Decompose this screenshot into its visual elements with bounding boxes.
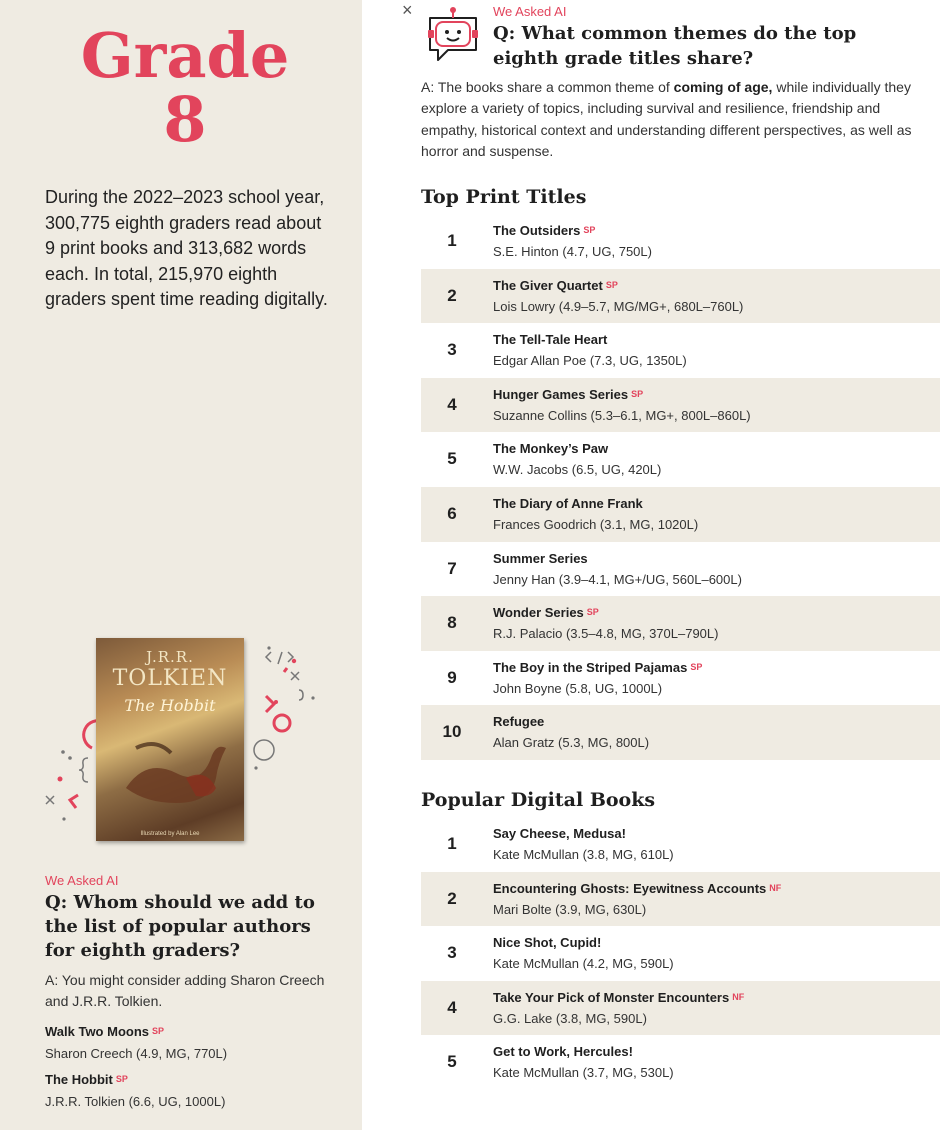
grade-heading	[0, 19, 370, 156]
robot-icon	[424, 6, 484, 66]
hobbit-book-cover	[96, 638, 244, 841]
book-cover-illustrator: Illustrated by Alan Lee	[140, 831, 200, 837]
we-asked-ai-label: We Asked AI	[493, 4, 567, 19]
book-meta: John Boyne (5.8, UG, 1000L)	[493, 680, 663, 696]
book-tag: SP	[583, 225, 596, 235]
book-meta: Edgar Allan Poe (7.3, UG, 1350L)	[493, 353, 687, 369]
top-print-titles-heading: Top Print Titles	[421, 186, 587, 208]
book-meta: Alan Gratz (5.3, MG, 800L)	[493, 735, 650, 751]
book-title-line	[493, 660, 702, 675]
book-title: The Boy in the Striped Pajamas	[493, 659, 688, 675]
book-title: Wonder Series	[493, 605, 584, 621]
book-title: The Monkey’s Paw	[493, 441, 609, 457]
book-meta: Jenny Han (3.9–4.1, MG+/UG, 560L–600L)	[493, 571, 742, 587]
book-cover-title: The Hobbit	[124, 696, 216, 715]
book-title-line	[493, 935, 601, 950]
book-title: Say Cheese, Medusa!	[493, 826, 626, 841]
list-item	[421, 981, 940, 1036]
list-item	[421, 323, 940, 378]
list-item	[421, 926, 940, 981]
book-title-line	[493, 278, 618, 293]
book-meta: Kate McMullan (3.8, MG, 610L)	[493, 847, 674, 862]
recommendation-meta: Sharon Creech (4.9, MG, 770L)	[45, 1046, 228, 1061]
book-tag: SP	[631, 388, 644, 399]
book-title-line	[493, 714, 544, 729]
rank-number: 2	[447, 888, 457, 908]
intro-text: During the 2022–2023 school year, 300,775 eighth graders read about 9 print books and 313,682 words each. In total, 215,970 eighth graders spent time reading digitally.	[45, 187, 328, 309]
list-item	[421, 378, 940, 433]
book-title-line	[493, 826, 626, 841]
book-title-line	[493, 332, 607, 347]
book-meta: Lois Lowry (4.9–5.7, MG/MG+, 680L–760L)	[493, 298, 744, 314]
dragon-illustration	[116, 718, 236, 818]
ai-question: Q: Whom should we add to the list of popular authors for eighth graders?	[45, 892, 315, 961]
rank-number: 2	[447, 285, 457, 305]
rank-number: 4	[447, 394, 457, 414]
book-tag: NF	[769, 882, 782, 893]
list-item	[421, 1035, 940, 1090]
list-item	[421, 487, 940, 542]
book-meta: G.G. Lake (3.8, MG, 590L)	[493, 1010, 647, 1026]
book-cover-author: J.R.R.	[146, 648, 194, 666]
book-title: Refugee	[493, 714, 545, 730]
list-item	[421, 542, 940, 597]
book-title: The Giver Quartet	[493, 277, 603, 293]
book-title: The Diary of Anne Frank	[493, 495, 643, 511]
recommendation-item	[45, 1071, 335, 1109]
book-meta: W.W. Jacobs (6.5, UG, 420L)	[493, 462, 662, 478]
popular-digital-books-list	[421, 817, 940, 1090]
book-meta: Mari Bolte (3.9, MG, 630L)	[493, 901, 647, 917]
book-title-line	[493, 605, 599, 620]
rank-number: 1	[447, 834, 457, 853]
rank-number: 6	[447, 503, 457, 523]
book-title-line	[493, 496, 643, 511]
book-meta: Suzanne Collins (5.3–6.1, MG+, 800L–860L)	[493, 407, 751, 423]
we-asked-ai-label: We Asked AI	[45, 873, 119, 888]
book-meta: R.J. Palacio (3.5–4.8, MG, 370L–790L)	[493, 626, 719, 642]
book-title: Nice Shot, Cupid!	[493, 935, 602, 951]
book-title-line	[493, 1044, 633, 1059]
book-tag: SP	[605, 279, 618, 290]
list-item	[421, 705, 940, 760]
book-cover-author-last: TOLKIEN	[112, 666, 228, 691]
right-panel	[362, 0, 940, 1130]
rank-number: 8	[447, 613, 457, 633]
decorative-x-icon: ×	[402, 0, 413, 20]
book-tag: SP	[586, 607, 599, 618]
recommendation-tag: SP	[152, 1026, 165, 1036]
book-title: Take Your Pick of Monster Encounters	[493, 989, 730, 1005]
book-title-line	[493, 441, 608, 456]
recommendation-meta: J.R.R. Tolkien (6.6, UG, 1000L)	[45, 1094, 226, 1109]
book-title-line	[493, 551, 588, 566]
ai-answer-bold: coming of age,	[673, 79, 773, 95]
top-print-titles-list	[421, 214, 940, 760]
list-item	[421, 214, 940, 269]
recommendation-title: Walk Two Moons	[45, 1024, 149, 1039]
book-meta: Frances Goodrich (3.1, MG, 1020L)	[493, 516, 699, 532]
recommendation-tag: SP	[115, 1074, 128, 1084]
book-tag: SP	[690, 661, 703, 672]
rank-number: 5	[447, 449, 457, 469]
book-tag: NF	[732, 991, 745, 1002]
list-item	[421, 817, 940, 872]
book-meta: Kate McMullan (4.2, MG, 590L)	[493, 956, 674, 972]
book-title-line	[493, 881, 781, 896]
book-meta: S.E. Hinton (4.7, UG, 750L)	[493, 244, 652, 259]
recommendation-title: The Hobbit	[45, 1072, 113, 1087]
ai-question: Q: What common themes do the top eighth grade titles share?	[493, 23, 857, 69]
rank-number: 3	[447, 340, 457, 360]
rank-number: 4	[447, 997, 457, 1017]
book-title: Hunger Games Series	[493, 386, 629, 402]
rank-number: 9	[447, 667, 457, 687]
rank-number: 7	[447, 558, 457, 578]
book-title: Summer Series	[493, 550, 588, 566]
ai-answer-suffix: while individually they explore a variety of topics, including survival and resilience, friendship and empathy, historical context and understanding different perspectives, as well as horror and suspense.	[421, 79, 912, 159]
book-title: Get to Work, Hercules!	[493, 1044, 633, 1060]
book-title: Encountering Ghosts: Eyewitness Accounts	[493, 880, 767, 896]
book-title-line	[493, 223, 595, 238]
list-item	[421, 596, 940, 651]
grade-word: Grade	[80, 19, 290, 92]
ai-answer: A: You might consider adding Sharon Creech and J.R.R. Tolkien.	[45, 972, 325, 1009]
list-item	[421, 432, 940, 487]
popular-digital-books-heading: Popular Digital Books	[421, 789, 656, 811]
ai-answer-prefix: A: The books share a common theme of	[421, 79, 674, 95]
rank-number: 1	[447, 231, 457, 250]
list-item	[421, 872, 940, 927]
ai-answer	[421, 77, 926, 162]
book-title-line	[493, 387, 643, 402]
grade-number: 8	[163, 83, 207, 156]
book-title: The Outsiders	[493, 223, 581, 238]
list-item	[421, 651, 940, 706]
left-panel	[0, 0, 362, 1130]
book-meta: Kate McMullan (3.7, MG, 530L)	[493, 1065, 674, 1081]
list-item	[421, 269, 940, 324]
rank-number: 3	[447, 943, 457, 963]
book-title: The Tell-Tale Heart	[493, 332, 608, 348]
rank-number: 10	[442, 722, 462, 742]
rank-number: 5	[447, 1052, 457, 1072]
recommendation-item	[45, 1023, 335, 1061]
book-title-line	[493, 990, 744, 1005]
